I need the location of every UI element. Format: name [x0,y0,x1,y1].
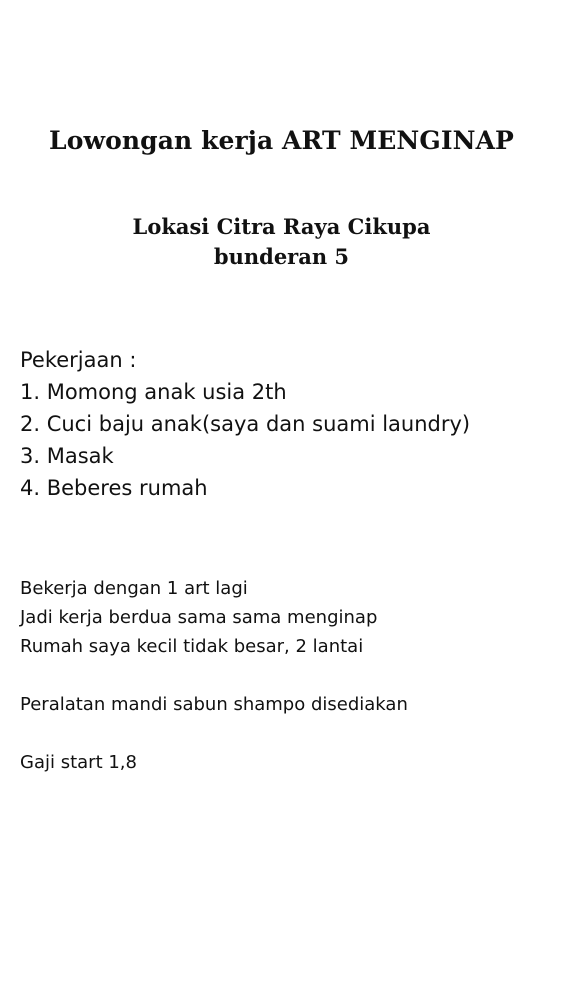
paragraph-spacer [20,661,553,690]
location-line-2: bunderan 5 [213,244,350,269]
post-title: Lowongan kerja ART MENGINAP [49,126,514,155]
note-line: Bekerja dengan 1 art lagi [20,578,248,599]
location-block [0,212,563,272]
jobs-heading: Pekerjaan : [20,348,137,372]
paragraph-spacer [20,719,553,748]
note-line: Jadi kerja berdua sama sama menginap [20,607,378,628]
notes-section [20,574,553,777]
jobs-section [20,344,553,504]
job-item: 2. Cuci baju anak(saya dan suami laundry) [20,412,471,436]
note-line: Rumah saya kecil tidak besar, 2 lantai [20,636,364,657]
job-item: 4. Beberes rumah [20,476,208,500]
job-item: 1. Momong anak usia 2th [20,380,287,404]
location-line-1: Lokasi Citra Raya Cikupa [132,214,431,239]
amenities-text: Peralatan mandi sabun shampo disediakan [20,694,408,715]
salary-text: Gaji start 1,8 [20,752,137,773]
job-item: 3. Masak [20,444,114,468]
